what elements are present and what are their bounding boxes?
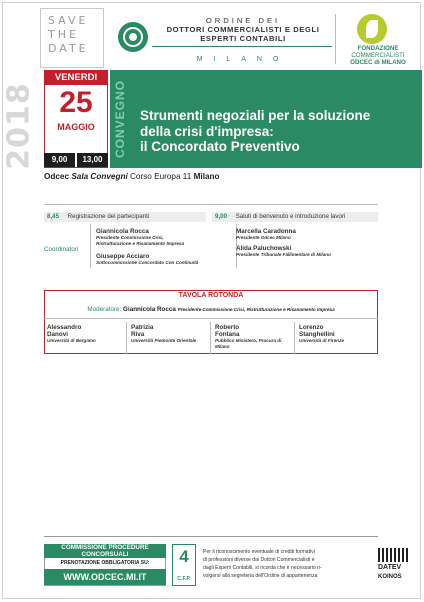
location-org: Odcec xyxy=(44,172,70,181)
fondazione-leaf-icon xyxy=(357,14,387,44)
moderator-label: Moderatore: xyxy=(87,306,122,313)
fondazione-line1: FONDAZIONE xyxy=(357,45,399,52)
event-title-line: della crisi d'impresa: xyxy=(140,123,274,139)
commission-line: COMMISSIONE PROCEDURE xyxy=(61,544,149,551)
panelist-role: Milano xyxy=(215,344,230,349)
panelist-first-name: Lorenzo xyxy=(299,324,324,331)
event-weekday: VENERDI xyxy=(45,71,107,85)
panel-divider xyxy=(210,322,211,354)
odc-line2: DOTTORI COMMERCIALISTI E DEGLI xyxy=(166,25,320,34)
event-end-time: 13,00 xyxy=(77,153,108,167)
sponsor-name: DATEV xyxy=(378,564,402,571)
save-the-date-line: DATE xyxy=(48,42,89,55)
sponsor-subname: KOINOS xyxy=(378,574,402,580)
header-separator xyxy=(335,14,336,64)
header-divider xyxy=(152,46,332,47)
column-divider xyxy=(90,224,91,268)
panelist-role: Università di Firenze xyxy=(299,338,344,343)
odc-city: MILANO xyxy=(196,56,290,63)
event-day: 25 xyxy=(59,86,93,119)
coordinatori-label: Coordinatori xyxy=(44,246,79,253)
welcome-speaker-entry xyxy=(236,245,376,258)
event-times xyxy=(44,153,108,167)
slot-time: 8,45 xyxy=(47,213,60,220)
panelist-role: Università Piemonte Orientale xyxy=(131,338,197,343)
event-title xyxy=(130,70,422,168)
cfp-notice-line: dagli Esperti Contabili, si ricorda che è necessario ri- xyxy=(203,565,322,571)
panelist-role: Pubblico Ministero, Procura di xyxy=(215,338,282,343)
cfp-notice-line: di professioni diverse dai Dottori Commercialisti e xyxy=(203,557,315,563)
panelist-first-name: Patrizia xyxy=(131,324,154,331)
person-name: Giuseppe Acciaro xyxy=(96,253,150,260)
location-address: Corso Europa 11 xyxy=(130,172,192,181)
program-slot-registration xyxy=(44,212,206,222)
cfp-notice-line: volgersi alla segreteria dell'Ordine di appartenenza xyxy=(203,573,318,579)
fondazione-wordmark xyxy=(342,45,414,66)
fondazione-line3: ODCEC di MILANO xyxy=(350,59,406,66)
event-type-label: CONVEGNO xyxy=(110,70,130,168)
commission-title xyxy=(44,544,166,558)
location-city: Milano xyxy=(193,172,220,181)
panelist-last-name: Stanghellini xyxy=(299,331,335,338)
event-year: 2018 xyxy=(1,82,37,170)
panelist-first-name: Roberto xyxy=(215,324,240,331)
slot-label: Registrazione dei partecipanti xyxy=(67,213,150,220)
person-role: Presidente Odcec Milano xyxy=(236,235,291,240)
event-start-time: 9,00 xyxy=(44,153,75,167)
panelist-role: Università di Bergamo xyxy=(47,338,96,343)
odc-line1: ORDINE DEI xyxy=(205,16,281,25)
event-location xyxy=(44,172,220,181)
panelist-entry xyxy=(299,324,377,344)
cfp-notice xyxy=(203,548,366,580)
person-role: Presidente Tribunale Fallimentare di Milano xyxy=(236,252,331,257)
program-divider xyxy=(44,204,378,205)
cfp-number: 4 xyxy=(179,547,189,566)
footer-divider xyxy=(44,536,378,537)
panelist-last-name: Fontana xyxy=(215,331,240,338)
coordinator-entry xyxy=(96,253,236,266)
cfp-notice-line: Per il riconoscimento eventuale di crediti formativi xyxy=(203,549,315,555)
person-name: Alida Paluchowski xyxy=(236,245,292,252)
panel-divider xyxy=(294,322,295,354)
event-title-line: il Concordato Preventivo xyxy=(140,139,300,154)
booking-url-link[interactable]: WWW.ODCEC.MI.IT xyxy=(44,569,166,585)
panelist-first-name: Alessandro xyxy=(47,324,82,331)
event-title-line: Strumenti negoziali per la soluzione xyxy=(140,108,371,123)
odc-wordmark xyxy=(152,16,334,43)
moderator-role: Presidente Commissione Crisi, Ristrutturazione e Risanamento Impresa xyxy=(177,307,335,312)
panelist-last-name: Riva xyxy=(131,331,145,338)
coordinator-entry xyxy=(96,228,216,247)
save-the-date-line: SAVE xyxy=(48,14,89,27)
panelist-entry xyxy=(131,324,209,344)
save-the-date-badge xyxy=(40,8,104,68)
welcome-speaker-entry xyxy=(236,228,376,241)
round-table-divider xyxy=(44,318,378,319)
person-name: Marcella Caradonna xyxy=(236,228,296,235)
moderator-name: Giannicola Rocca xyxy=(123,306,176,313)
program-slot-welcome xyxy=(212,212,378,222)
person-role: Ristrutturazione e Risanamento Impresa xyxy=(96,241,185,246)
panel-divider xyxy=(126,322,127,354)
location-room: Sala Convegni xyxy=(71,172,128,181)
cfp-label: C.F.P. xyxy=(177,576,191,582)
datev-barcode-icon xyxy=(378,548,408,562)
panelist-entry xyxy=(47,324,125,344)
slot-label: Saluti di benvenuto e introduzione lavori xyxy=(235,213,346,220)
person-role: Sottocommissione Concordato Con Continuità xyxy=(96,260,199,265)
slot-time: 9,00 xyxy=(215,213,228,220)
round-table-moderator xyxy=(44,306,378,313)
sponsor-logo xyxy=(378,548,416,582)
odc-emblem-icon xyxy=(118,22,148,52)
booking-note: PRENOTAZIONE OBBLIGATORIA SU: xyxy=(60,560,150,566)
person-role: Presidente Commissione Crisi, xyxy=(96,235,164,240)
person-name: Giannicola Rocca xyxy=(96,228,149,235)
panelist-entry xyxy=(215,324,293,350)
odc-line3: ESPERTI CONTABILI xyxy=(200,34,286,43)
round-table-box xyxy=(44,290,378,354)
panelist-last-name: Danovi xyxy=(47,331,68,338)
commission-line: CONCORSUALI xyxy=(81,551,129,558)
event-month: MAGGIO xyxy=(57,122,95,132)
fondazione-line2: COMMERCIALISTI xyxy=(351,52,405,59)
save-the-date-line: THE xyxy=(48,28,79,41)
round-table-title: TAVOLA ROTONDA xyxy=(178,292,244,299)
